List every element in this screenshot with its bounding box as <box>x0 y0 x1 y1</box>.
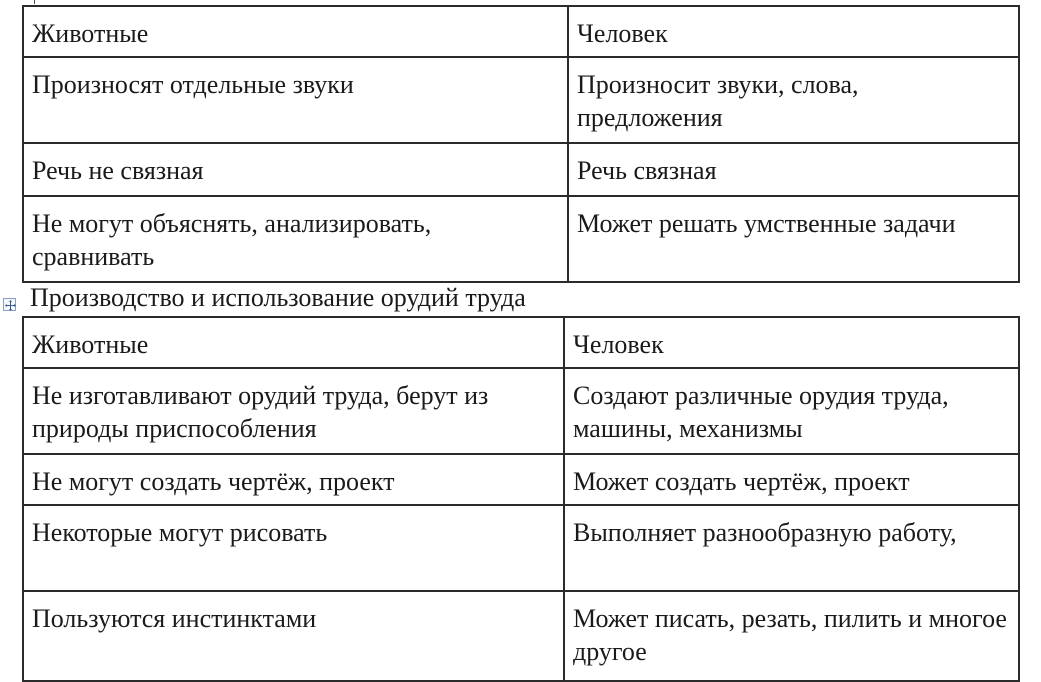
comparison-table-speech <box>22 5 1020 283</box>
header-cell-human: Человек <box>568 6 1019 57</box>
table-move-handle-icon[interactable] <box>3 298 16 311</box>
table-row <box>23 454 1019 505</box>
table-row <box>23 57 1019 143</box>
comparison-table-tools <box>22 316 1020 682</box>
table-cell-human: Может решать умственные задачи <box>568 196 1019 282</box>
table-cell-human: Создают различные орудия труда, машины, механизмы <box>564 368 1019 454</box>
table-row <box>23 196 1019 282</box>
header-cell-human: Человек <box>564 317 1019 368</box>
table-row <box>23 143 1019 196</box>
table-header-row <box>23 317 1019 368</box>
page-edge-mark <box>34 0 35 4</box>
table-cell-human: Может писать, резать, пилить и многое другое <box>564 591 1019 681</box>
header-cell-animals: Животные <box>23 317 564 368</box>
table-cell-human: Может создать чертёж, проект <box>564 454 1019 505</box>
table-cell-animals: Не изготавливают орудий труда, берут из природы приспособления <box>23 368 564 454</box>
table-cell-animals: Произносят отдельные звуки <box>23 57 568 143</box>
table-header-row <box>23 6 1019 57</box>
header-cell-animals: Животные <box>23 6 568 57</box>
table-cell-animals: Речь не связная <box>23 143 568 196</box>
table-cell-animals: Некоторые могут рисовать <box>23 505 564 591</box>
table-cell-animals: Не могут объяснять, анализировать, сравнивать <box>23 196 568 282</box>
table-row <box>23 368 1019 454</box>
table-cell-human: Выполняет разнообразную работу, <box>564 505 1019 591</box>
table-cell-human: Речь связная <box>568 143 1019 196</box>
table-row <box>23 505 1019 591</box>
section-caption: Производство и использование орудий труда <box>30 283 526 312</box>
table-cell-animals: Не могут создать чертёж, проект <box>23 454 564 505</box>
table-cell-animals: Пользуются инстинктами <box>23 591 564 681</box>
table-row <box>23 591 1019 681</box>
table-cell-human: Произносит звуки, слова, предложения <box>568 57 1019 143</box>
